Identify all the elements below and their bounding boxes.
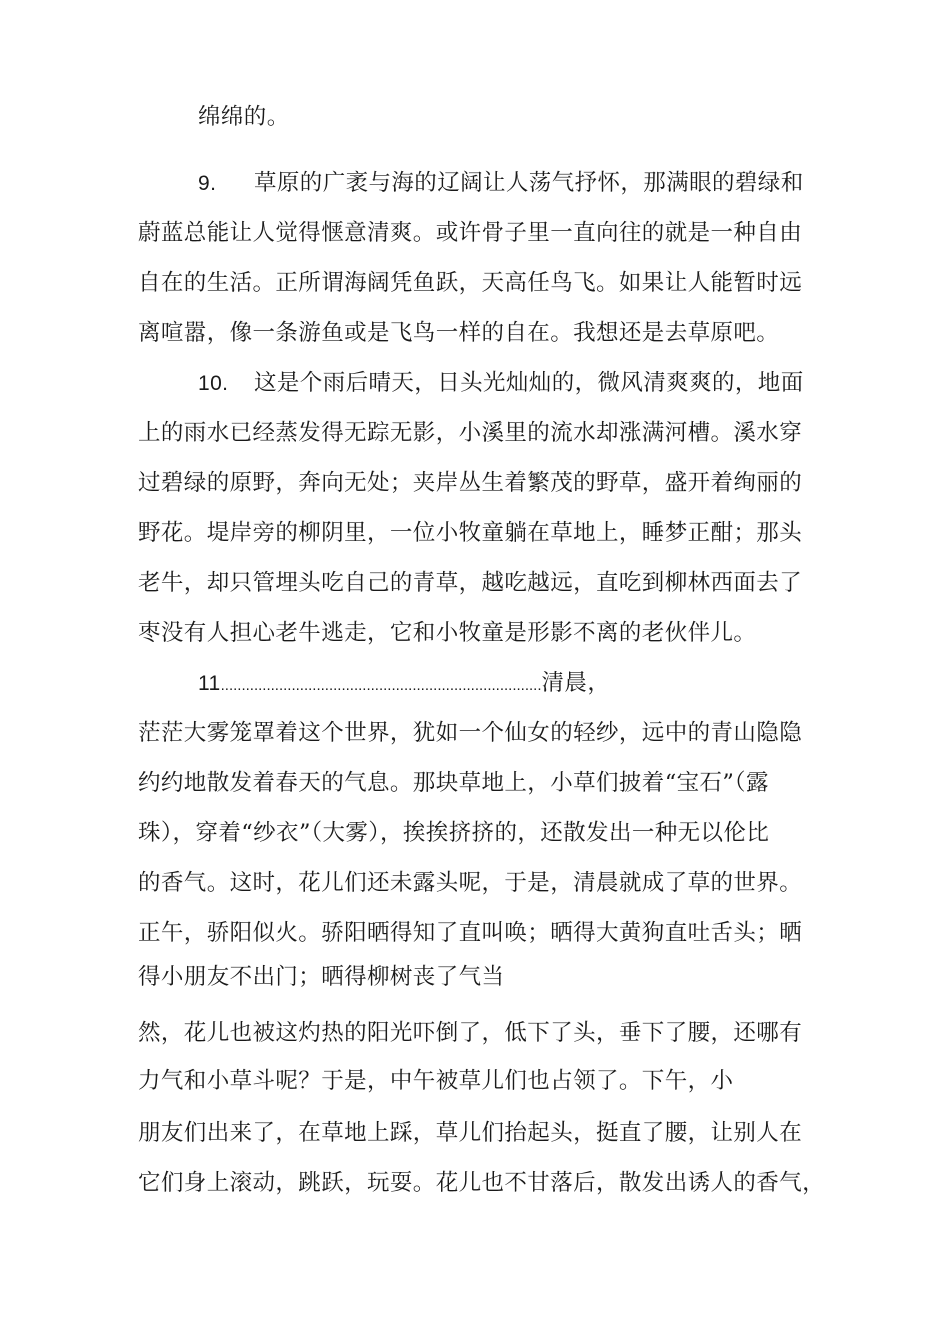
paragraph-number: 9. (198, 172, 217, 195)
text-line: 它们身上滚动，跳跃，玩耍。花儿也不甘落后，散发出诱人的香气， (138, 1170, 826, 1196)
text-line: 茫茫大雾笼罩着这个世界，犹如一个仙女的轻纱，远中的青山隐隐 (138, 720, 803, 746)
text-line: 老牛，却只管埋头吃自己的青草，越吃越远，直吃到柳林西面去了 (138, 570, 803, 596)
text-line: 朋友们出来了，在草地上踩，草儿们抬起头，挺直了腰，让别人在 (138, 1120, 803, 1146)
text-line: 约约地散发着春天的气息。那块草地上，小草们披着“宝石”（露 (138, 770, 769, 796)
paragraph-number: 10. (198, 372, 229, 395)
text-line: 自在的生活。正所谓海阔凭鱼跃，天高任鸟飞。如果让人能暂时远 (138, 270, 803, 296)
text-line: 然，花儿也被这灼热的阳光吓倒了，低下了头，垂下了腰，还哪有 (138, 1020, 803, 1046)
text-line: 上的雨水已经蒸发得无踪无影，小溪里的流水却涨满河槽。溪水穿 (138, 420, 803, 446)
text-line: 正午，骄阳似火。骄阳晒得知了直叫唤；晒得大黄狗直吐舌头；晒 (138, 920, 803, 946)
text-span: 草原的广袤与海的辽阔让人荡气抒怀，那满眼的碧绿和 (254, 170, 804, 196)
paragraph-number: 11 (198, 672, 221, 695)
text-line: 力气和小草斗呢？于是，中午被草儿们也占领了。下午，小 (138, 1068, 734, 1094)
text-line: 野花。堤岸旁的柳阴里，一位小牧童躺在草地上，睡梦正酣；那头 (138, 520, 803, 546)
text-span: 清晨， (541, 670, 611, 696)
text-span: 这是个雨后晴天，日头光灿灿的，微风清爽爽的，地面 (254, 370, 804, 396)
text-line: 珠），穿着“纱衣”（大雾），挨挨挤挤的，还散发出一种无以伦比 (138, 820, 770, 846)
text-line: 过碧绿的原野，奔向无处；夹岸丛生着繁茂的野草，盛开着绚丽的 (138, 470, 803, 496)
text-line: 枣没有人担心老牛逃走，它和小牧童是形影不离的老伙伴儿。 (138, 620, 757, 646)
text-line: 得小朋友不出门；晒得柳树丧了气当 (138, 964, 505, 990)
text-line: 离喧嚣，像一条游鱼或是飞鸟一样的自在。我想还是去草原吧。 (138, 320, 780, 346)
paragraph-9-first-line (198, 166, 804, 200)
dot-leader: ............................................................................. (220, 677, 542, 694)
text-line: 蔚蓝总能让人觉得惬意清爽。或许骨子里一直向往的就是一种自由 (138, 220, 803, 246)
text-line: 的香气。这时，花儿们还未露头呢，于是，清晨就成了草的世界。 (138, 870, 803, 896)
paragraph-11-first-line (198, 666, 610, 700)
text-line: 绵绵的。 (198, 104, 290, 130)
paragraph-10-first-line (198, 366, 804, 400)
